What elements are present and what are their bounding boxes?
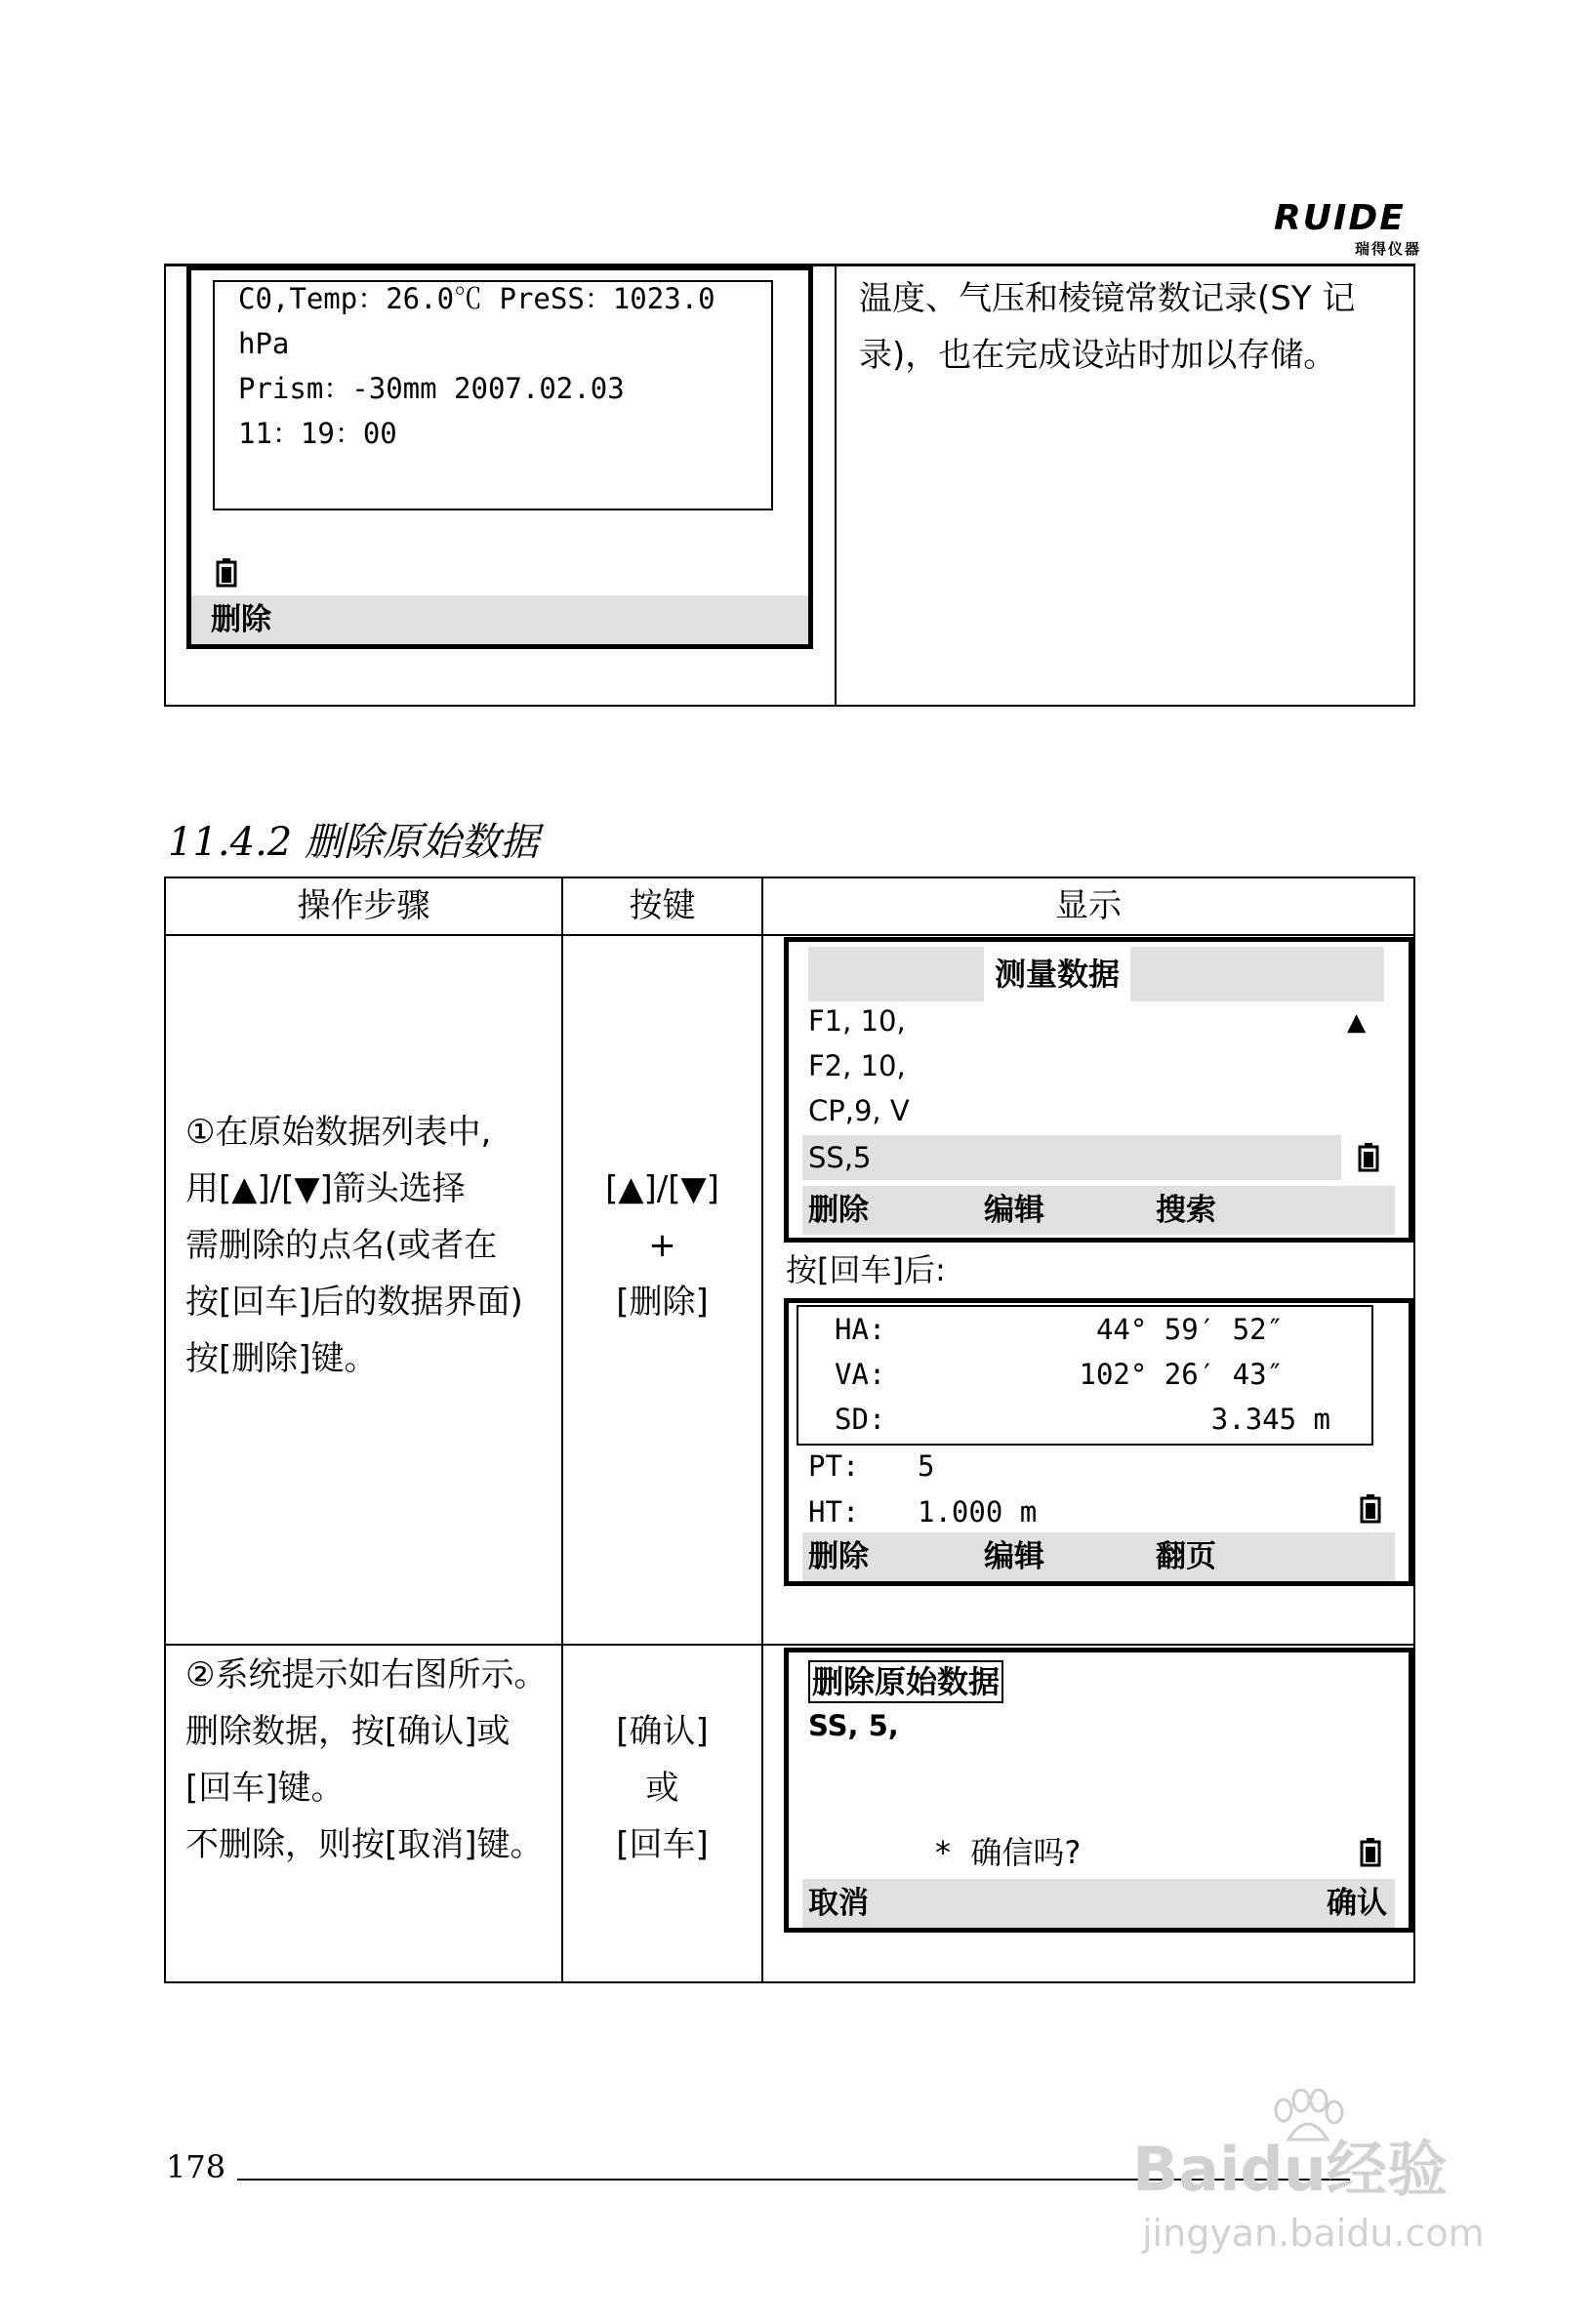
measurement-detail-screen bbox=[784, 1298, 1413, 1586]
battery-icon bbox=[1359, 1494, 1382, 1524]
env-line-4: 11：19：00 bbox=[238, 417, 397, 450]
row1-step-line-1: ①在原始数据列表中, bbox=[185, 1113, 492, 1152]
list-item-selected[interactable]: SS,5 bbox=[808, 1141, 872, 1174]
dialog-title: 删除原始数据 bbox=[808, 1660, 1003, 1703]
env-line-1: C0,Temp：26.0℃ PreSS：1023.0 bbox=[238, 282, 715, 315]
env-line-2: hPa bbox=[238, 327, 290, 360]
section-title: 11.4.2 删除原始数据 bbox=[168, 820, 539, 865]
selected-row-highlight bbox=[802, 1135, 1341, 1180]
delete-confirm-screen bbox=[784, 1648, 1413, 1933]
page-number: 178 bbox=[166, 2148, 226, 2185]
column-header-keys: 按键 bbox=[629, 886, 696, 925]
battery-icon bbox=[1357, 1143, 1380, 1172]
row2-step-line-3: [回车]键。 bbox=[185, 1769, 345, 1808]
column-header-display: 显示 bbox=[1055, 886, 1122, 925]
battery-icon bbox=[1359, 1838, 1382, 1867]
row1-step-line-4: 按[回车]后的数据界面) bbox=[185, 1283, 523, 1322]
after-enter-caption: 按[回车]后: bbox=[786, 1251, 946, 1288]
list-item[interactable]: F1, 10, bbox=[808, 1004, 906, 1038]
pt-value: 5 bbox=[918, 1449, 935, 1483]
softkey-bar bbox=[191, 595, 808, 644]
row1-step-line-3: 需删除的点名(或者在 bbox=[185, 1226, 498, 1265]
description-line-2: 录)，也在完成设站时加以存储。 bbox=[859, 336, 1337, 375]
row2-key-or: 或 bbox=[645, 1769, 679, 1808]
screen-title: 测量数据 bbox=[984, 947, 1130, 1001]
row2-key-confirm: [确认] bbox=[616, 1712, 709, 1751]
va-value: 102° 26′ 43″ bbox=[1079, 1358, 1284, 1391]
softkey-delete[interactable]: 删除 bbox=[808, 1193, 869, 1228]
softkey-bar bbox=[802, 1532, 1395, 1581]
ruide-logo bbox=[1274, 199, 1425, 258]
row1-key-plus: + bbox=[648, 1226, 676, 1265]
record-line: SS, 5, bbox=[808, 1709, 899, 1742]
baidu-watermark bbox=[1132, 2108, 1493, 2264]
list-item[interactable]: F2, 10, bbox=[808, 1049, 906, 1082]
logo-word: RUIDE bbox=[1274, 198, 1406, 238]
pt-label: PT: bbox=[808, 1449, 860, 1483]
ht-value: 1.000 m bbox=[918, 1495, 1038, 1529]
measurement-list-screen bbox=[784, 937, 1413, 1243]
softkey-cancel[interactable]: 取消 bbox=[808, 1886, 869, 1921]
watermark-brand: Baidu经验 bbox=[1132, 2134, 1448, 2205]
row1-step-line-2: 用[▲]/[▼]箭头选择 bbox=[185, 1169, 466, 1208]
va-label: VA: bbox=[835, 1358, 886, 1391]
confirm-prompt: * 确信吗? bbox=[935, 1834, 1082, 1871]
row1-key-arrows: [▲]/[▼] bbox=[605, 1169, 719, 1208]
softkey-search[interactable]: 搜索 bbox=[1156, 1193, 1216, 1228]
ha-label: HA: bbox=[835, 1313, 886, 1346]
row2-step-line-2: 删除数据，按[确认]或 bbox=[185, 1712, 511, 1751]
row2-step-line-4: 不删除，则按[取消]键。 bbox=[185, 1825, 544, 1864]
row1-step-line-5: 按[删除]键。 bbox=[185, 1339, 378, 1378]
row2-key-enter: [回车] bbox=[616, 1825, 709, 1864]
row2-step-line-1: ②系统提示如右图所示。 bbox=[185, 1655, 548, 1694]
sd-value: 3.345 m bbox=[1210, 1403, 1330, 1436]
description-line-1: 温度、气压和棱镜常数记录(SY 记 bbox=[859, 279, 1356, 318]
softkey-edit[interactable]: 编辑 bbox=[984, 1193, 1044, 1228]
softkey-page[interactable]: 翻页 bbox=[1156, 1539, 1216, 1574]
softkey-bar bbox=[802, 1879, 1395, 1928]
softkey-delete[interactable]: 删除 bbox=[211, 602, 271, 637]
logo-subtitle: 瑞得仪器 bbox=[1354, 240, 1421, 258]
row1-key-delete: [删除] bbox=[616, 1283, 709, 1322]
env-record-screen bbox=[186, 265, 813, 649]
env-line-3: Prism：-30mm 2007.02.03 bbox=[238, 372, 625, 405]
softkey-bar bbox=[802, 1186, 1395, 1235]
watermark-url: jingyan.baidu.com bbox=[1142, 2212, 1485, 2255]
column-header-steps: 操作步骤 bbox=[297, 886, 430, 925]
list-item[interactable]: CP,9, V bbox=[808, 1094, 910, 1127]
ht-label: HT: bbox=[808, 1495, 860, 1529]
sd-label: SD: bbox=[835, 1403, 886, 1436]
softkey-delete[interactable]: 删除 bbox=[808, 1539, 869, 1574]
softkey-confirm[interactable]: 确认 bbox=[1327, 1886, 1387, 1921]
battery-icon bbox=[215, 558, 238, 588]
ha-value: 44° 59′ 52″ bbox=[1095, 1313, 1284, 1346]
softkey-edit[interactable]: 编辑 bbox=[984, 1539, 1044, 1574]
scroll-up-icon: ▲ bbox=[1347, 1002, 1367, 1040]
